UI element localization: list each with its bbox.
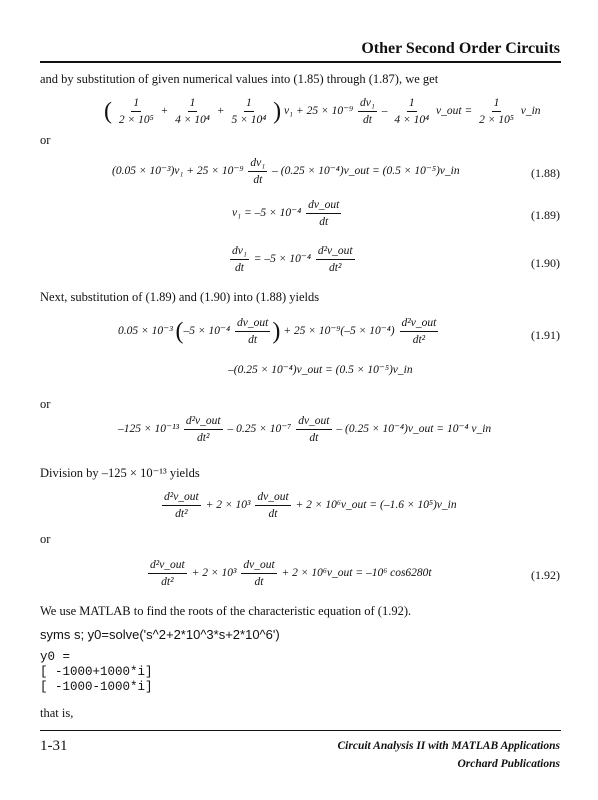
equation-number-1-89: (1.89) <box>531 208 560 222</box>
equation-1-91-line-2: –(0.25 × 10⁻⁴)v_out = (0.5 × 10⁻⁵)v_in <box>228 364 413 376</box>
equation-1-88: (0.05 × 10⁻³)v₁ + 25 × 10⁻⁹ $\frac{\text{dv₁}}{dt}$ – (0.25 × 10⁻⁴)v_out = (0.5 × 10⁻⁵)v_in <box>112 157 460 186</box>
division-paragraph: Division by –125 × 10⁻¹³ yields <box>40 466 200 480</box>
equation-1-91-line-1: 0.05 × 10⁻³ (–5 × 10⁻⁴ $\frac{\text{dv\_out}}{dt}$ ) + 25 × 10⁻⁹(–5 × 10⁻⁴) $\frac{\text{d²v\_out}}{\text{dt²}}$ <box>118 317 437 346</box>
intro-paragraph: and by substitution of given numerical values into (1.85) through (1.87), we get <box>40 72 439 86</box>
page-number: 1-31 <box>40 738 68 754</box>
footer-publisher: Orchard Publications <box>457 758 560 770</box>
matlab-command: syms s; y0=solve('s^2+2*10^3*s+2*10^6') <box>40 627 280 642</box>
or-connector-2: or <box>40 397 51 411</box>
next-substitution-paragraph: Next, substitution of (1.89) and (1.90) into (1.88) yields <box>40 290 320 304</box>
that-is-text: that is, <box>40 706 74 720</box>
header-rule <box>40 61 561 63</box>
footer-book-title: Circuit Analysis II with MATLAB Applications <box>337 740 560 752</box>
page-header-title: Other Second Order Circuits <box>361 40 560 57</box>
or-connector-1: or <box>40 133 51 147</box>
equation-1-89: v₁ = –5 × 10⁻⁴ $\frac{\text{dv\_out}}{dt}$ <box>232 199 340 228</box>
footer-rule <box>40 730 561 731</box>
or-connector-3: or <box>40 532 51 546</box>
equation-expanded: –125 × 10⁻¹³ $\frac{\text{d²v\_out}}{\text{dt²}}$ – 0.25 × 10⁻⁷ $\frac{\text{dv\_out}}{dt}$ – (0.25 × 10⁻⁴)v_out = 10⁻⁴ v_in <box>118 415 492 444</box>
matlab-output-line-1: y0 = <box>40 650 71 664</box>
equation-number-1-92: (1.92) <box>531 568 560 582</box>
equation-normalized: $\frac{\text{d²v\_out}}{\text{dt²}}$ + 2 × 10³ $\frac{\text{dv\_out}}{dt}$ + 2 × 10⁶v_out = (–1.6 × 10⁵)v_in <box>164 491 457 520</box>
equation-1-90: $\frac{\text{dv₁}}{dt}$ = –5 × 10⁻⁴ $\frac{\text{d²v\_out}}{\text{dt²}}$ <box>232 245 353 274</box>
matlab-output-line-2: [ -1000+1000*i] <box>40 665 153 679</box>
matlab-output-line-3: [ -1000-1000*i] <box>40 680 153 694</box>
equation-number-1-88: (1.88) <box>531 166 560 180</box>
equation-number-1-90: (1.90) <box>531 256 560 270</box>
equation-substituted: ( $\frac{1}{\text{2 × 10⁵}}$ + $\frac{1}{\text{4 × 10⁴}}$ + $\frac{1}{\text{5 × 10⁴}}$ ) v₁ + 25 × 10⁻⁹ $\frac{\text{dv₁}}{dt}$ – $\frac{1}{\text{4 × 10⁴}}$ v_out = $\frac{1}{\text{2 × 10⁵}}$ v_in <box>104 97 541 126</box>
equation-1-92: $\frac{\text{d²v\_out}}{\text{dt²}}$ + 2 × 10³ $\frac{\text{dv\_out}}{dt}$ + 2 × 10⁶v_out = –10⁶ cos6280t <box>150 559 432 588</box>
matlab-intro-paragraph: We use MATLAB to find the roots of the characteristic equation of (1.92). <box>40 604 412 618</box>
equation-number-1-91: (1.91) <box>531 328 560 342</box>
